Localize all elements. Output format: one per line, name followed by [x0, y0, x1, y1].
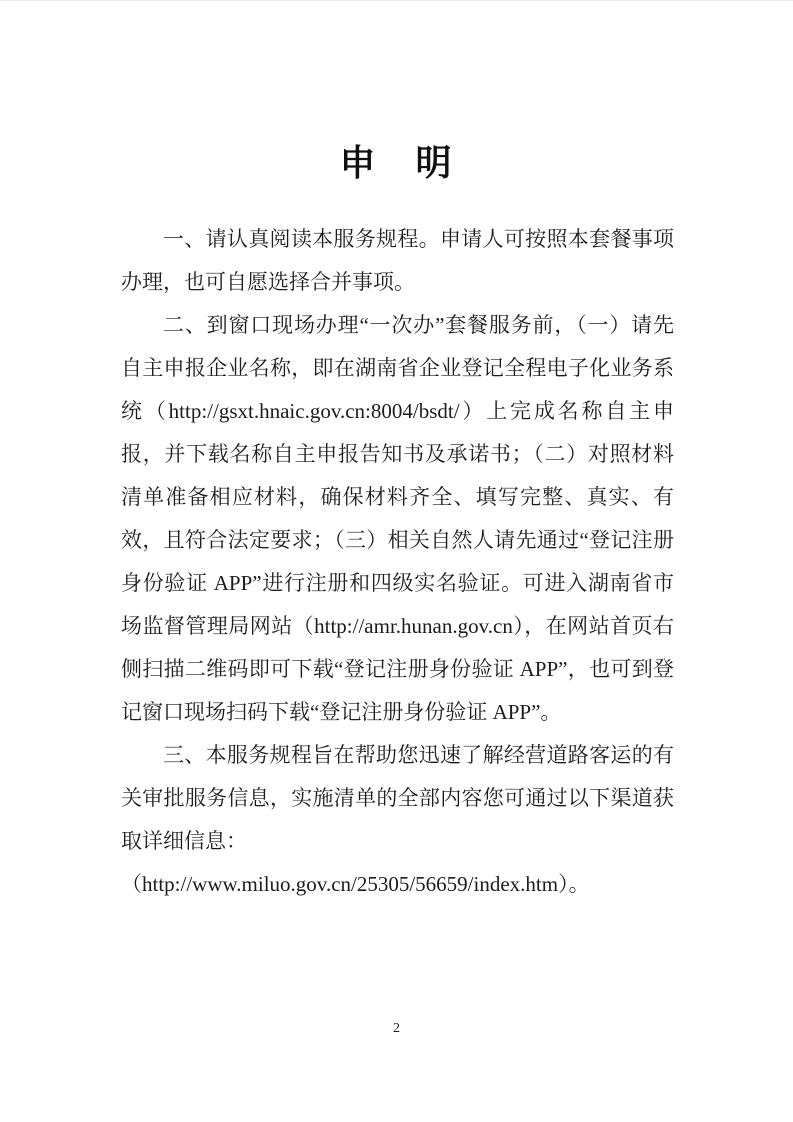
- document-body: [121, 218, 674, 906]
- paragraph-2: 二、到窗口现场办理“一次办”套餐服务前，（一）请先自主申报企业名称，即在湖南省企业登记全程电子化业务系统（http://gsxt.hnaic.gov.cn:8004/bsdt/）上完成名称自主申报，并下载名称自主申报告知书及承诺书；（二）对照材料清单准备相应材料，确保材料齐全、填写完整、真实、有效，且符合法定要求；（三）相关自然人请先通过“登记注册身份验证 APP”进行注册和四级实名验证。可进入湖南省市场监督管理局网站（http://amr.hunan.gov.cn），在网站首页右侧扫描二维码即可下载“登记注册身份验证 APP”，也可到登记窗口现场扫码下载“登记注册身份验证 APP”。: [121, 313, 674, 724]
- page-title: 申 明: [339, 143, 454, 183]
- paragraph-4-url-line: （http://www.miluo.gov.cn/25305/56659/index.htm）。: [121, 872, 590, 896]
- page-number: 2: [393, 1021, 400, 1036]
- paragraph-3: 三、本服务规程旨在帮助您迅速了解经营道路客运的有关审批服务信息，实施清单的全部内容您可通过以下渠道获取详细信息：: [121, 743, 674, 853]
- paragraph-1: 一、请认真阅读本服务规程。申请人可按照本套餐事项办理，也可自愿选择合并事项。: [121, 227, 674, 294]
